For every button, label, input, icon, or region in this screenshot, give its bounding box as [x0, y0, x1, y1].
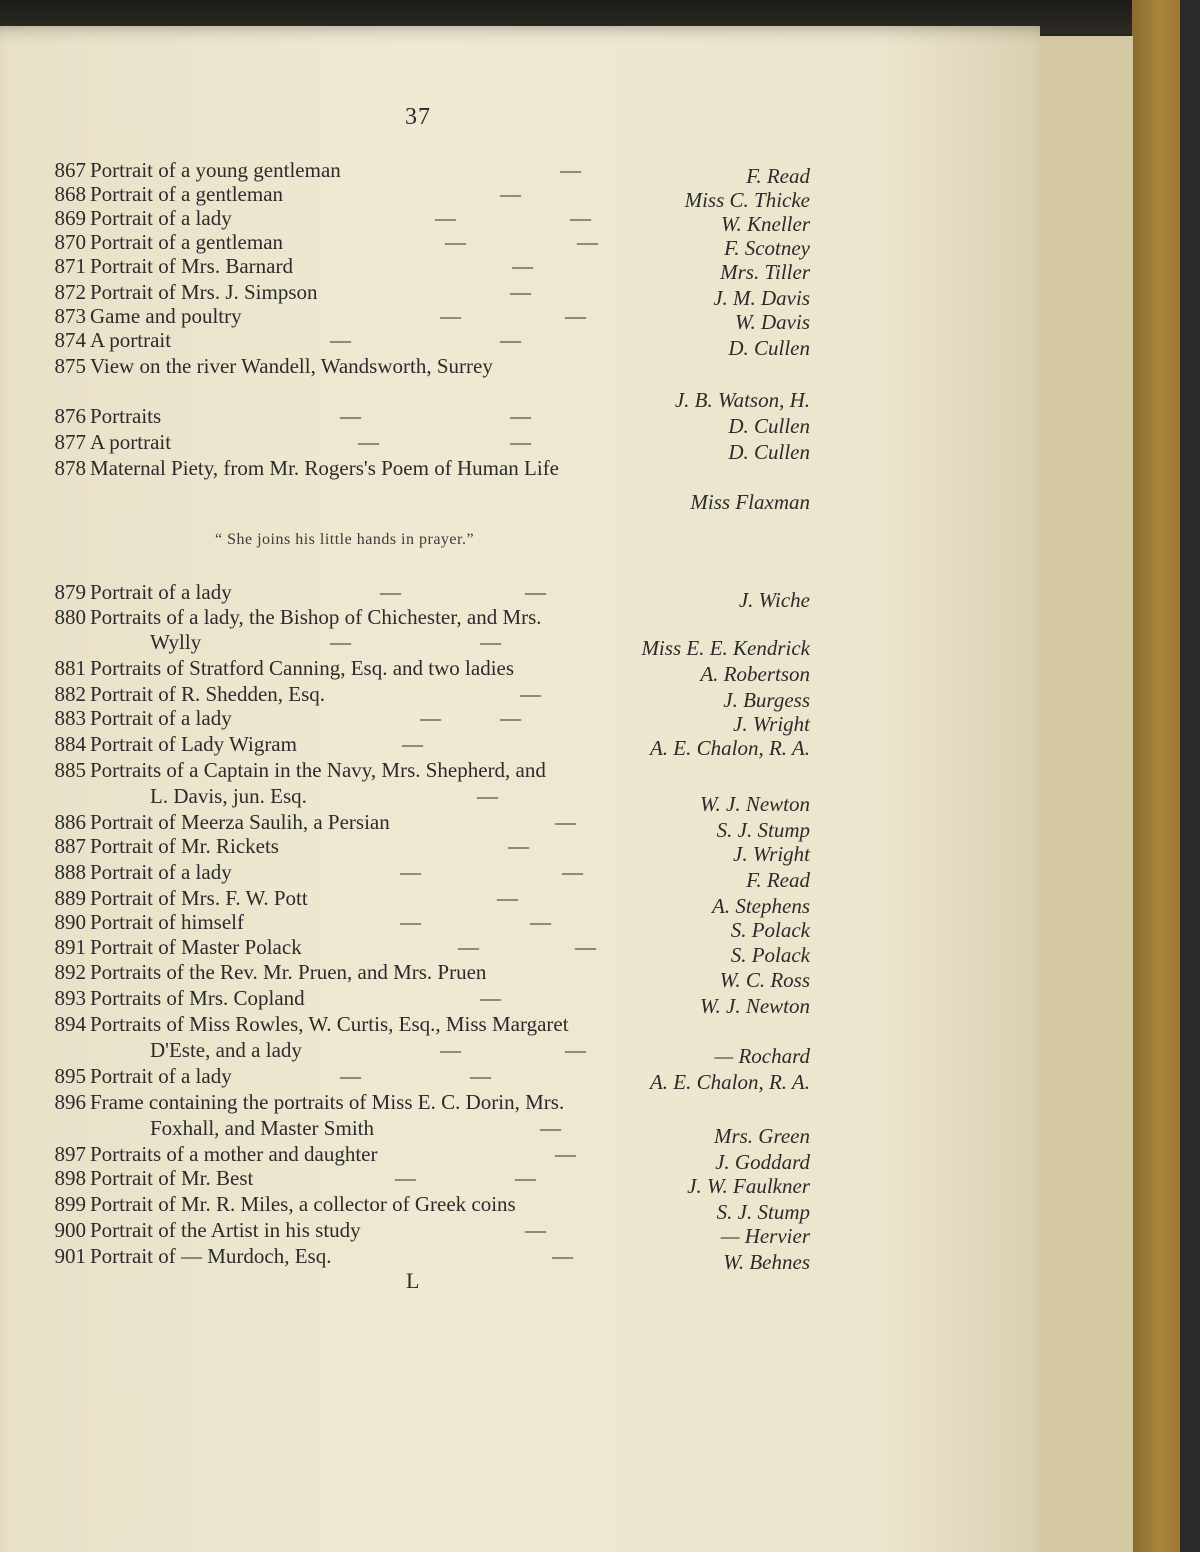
- dash-leader: —: [340, 1064, 361, 1088]
- catalogue-entry: [40, 456, 810, 482]
- entry-artist: J. Burgess: [723, 688, 810, 712]
- entry-number: 871: [54, 254, 86, 278]
- entry-number: 868: [54, 182, 86, 206]
- catalogue-entry: [40, 810, 810, 842]
- entry-artist: W. Kneller: [720, 212, 810, 236]
- entry-artist: J. W. Faulkner: [687, 1174, 810, 1198]
- dash-leader: —: [340, 404, 361, 428]
- entry-title: Portraits of Mrs. Copland: [90, 986, 305, 1010]
- dash-leader: —: [565, 1038, 586, 1062]
- dash-leader: —: [555, 1142, 576, 1166]
- entry-title: Portrait of a young gentleman: [90, 158, 341, 182]
- entry-number: 898: [54, 1166, 86, 1190]
- entry-number: 892: [54, 960, 86, 984]
- entry-title: Portrait of Meerza Saulih, a Persian: [90, 810, 390, 834]
- entry-artist: A. E. Chalon, R. A.: [649, 736, 810, 760]
- entry-title: Portrait of Mr. Best: [90, 1166, 254, 1190]
- catalogue-entry: [40, 158, 810, 188]
- dash-leader: —: [500, 328, 521, 352]
- entry-artist: W. Davis: [734, 310, 810, 334]
- entry-number: 886: [54, 810, 86, 834]
- entry-title: Portrait of Mrs. F. W. Pott: [90, 886, 308, 910]
- entry-number: 888: [54, 860, 86, 884]
- entry-artist: J. M. Davis: [713, 286, 810, 310]
- catalogue-entry-continued: [40, 1116, 810, 1148]
- catalogue-entry: [40, 206, 810, 236]
- catalogue-entry: [40, 986, 810, 1018]
- entry-title: Portrait of R. Shedden, Esq.: [90, 682, 326, 706]
- entry-number: 890: [54, 910, 86, 934]
- dash-leader: —: [445, 230, 466, 254]
- entry-artist: — Rochard: [714, 1044, 810, 1068]
- catalogue-entry: [40, 886, 810, 918]
- entry-title: Game and poultry: [90, 304, 242, 328]
- dash-leader: —: [435, 206, 456, 230]
- entry-title: Portraits of a lady, the Bishop of Chichester, and Mrs.: [90, 605, 542, 629]
- catalogue-entry: [40, 935, 810, 967]
- entry-title: Portrait of Mrs. J. Simpson: [90, 280, 318, 304]
- entry-artist: A. Stephens: [712, 894, 810, 918]
- entry-artist: J. Wright: [733, 712, 810, 736]
- entry-artist: J. B. Watson, H.: [674, 388, 810, 412]
- dash-leader: —: [380, 580, 401, 604]
- entry-title: Portrait of Mr. R. Miles, a collector of Greek coins: [90, 1192, 516, 1216]
- entry-title: Portrait of — Murdoch, Esq.: [90, 1244, 332, 1268]
- catalogue-entry: [40, 732, 810, 758]
- dash-leader: —: [500, 182, 521, 206]
- dash-leader: —: [330, 328, 351, 352]
- entry-title: Portrait of the Artist in his study: [90, 1218, 361, 1242]
- entry-number: 876: [54, 404, 86, 428]
- entry-number: 873: [54, 304, 86, 328]
- catalogue-entry: [40, 656, 810, 686]
- dash-leader: —: [540, 1116, 561, 1140]
- catalogue-entry: [40, 254, 810, 284]
- entry-artist: J. Wiche: [738, 588, 810, 612]
- dash-leader: —: [420, 706, 441, 730]
- dash-leader: —: [565, 304, 586, 328]
- entry-title-continued: Wylly: [150, 630, 202, 654]
- entry-artist: — Hervier: [720, 1224, 810, 1248]
- catalogue-entry: [40, 1166, 810, 1198]
- entry-number: 887: [54, 834, 86, 858]
- catalogue-entry: [40, 354, 810, 380]
- entry-title: Portraits of Stratford Canning, Esq. and two ladies: [90, 656, 515, 680]
- catalogue-entry: [40, 1192, 810, 1224]
- catalogue-entry: [40, 430, 810, 464]
- entry-number: 879: [54, 580, 86, 604]
- entry-number: 897: [54, 1142, 86, 1166]
- catalogue-entry-continued: [40, 1038, 810, 1068]
- entry-title: Portrait of a lady: [90, 860, 232, 884]
- dash-leader: —: [330, 630, 351, 654]
- dash-leader: —: [525, 580, 546, 604]
- catalogue-entry: [40, 605, 810, 631]
- dash-leader: —: [480, 630, 501, 654]
- catalogue-entry: [40, 960, 810, 992]
- entry-title: A portrait: [90, 430, 172, 454]
- entry-number: 880: [54, 605, 86, 629]
- catalogue-entry-continued: [40, 784, 810, 816]
- entry-title: Portrait of a lady: [90, 706, 232, 730]
- entry-title: Portraits of a Captain in the Navy, Mrs. Shepherd, and: [90, 758, 546, 782]
- entry-artist: F. Read: [746, 868, 810, 892]
- catalogue-entry: [40, 1012, 810, 1038]
- dash-leader: —: [577, 230, 598, 254]
- dash-leader: —: [510, 430, 531, 454]
- catalogue-entry: [40, 580, 810, 612]
- dash-leader: —: [477, 784, 498, 808]
- catalogue-entry: [40, 328, 810, 360]
- entry-artist: J. Wright: [733, 842, 810, 866]
- entry-title: Portrait of a lady: [90, 580, 232, 604]
- page-number: 37: [405, 104, 431, 130]
- entry-number: 881: [54, 656, 86, 680]
- dash-leader: —: [512, 254, 533, 278]
- dash-leader: —: [570, 206, 591, 230]
- entry-artist: D. Cullen: [728, 414, 810, 438]
- entry-artist: Miss C. Thicke: [684, 188, 810, 212]
- catalogue-entry: [40, 1064, 810, 1094]
- entry-artist: D. Cullen: [728, 440, 810, 464]
- dash-leader: —: [510, 404, 531, 428]
- entry-number: 889: [54, 886, 86, 910]
- entry-title: Portrait of Master Polack: [90, 935, 302, 959]
- page-edges: [1032, 36, 1133, 1552]
- entry-number: 894: [54, 1012, 86, 1036]
- entry-artist: D. Cullen: [728, 336, 810, 360]
- entry-title: Portrait of Lady Wigram: [90, 732, 297, 756]
- catalogue-entry: [40, 682, 810, 712]
- entry-number: 882: [54, 682, 86, 706]
- catalogue-entry: [40, 910, 810, 942]
- dash-leader: —: [510, 280, 531, 304]
- catalogue-entry: [40, 706, 810, 736]
- entry-artist: S. J. Stump: [716, 1200, 810, 1224]
- entry-title: Portrait of Mrs. Barnard: [90, 254, 293, 278]
- dash-leader: —: [402, 732, 423, 756]
- catalogue-entry: [40, 304, 810, 334]
- entry-artist: F. Scotney: [724, 236, 810, 260]
- entry-artist: W. C. Ross: [719, 968, 810, 992]
- entry-number: 896: [54, 1090, 86, 1114]
- entry-artist: S. J. Stump: [716, 818, 810, 842]
- entry-title-continued: D'Este, and a lady: [150, 1038, 302, 1062]
- catalogue-entry-continued: [40, 630, 810, 660]
- dash-leader: —: [458, 935, 479, 959]
- entry-number: 893: [54, 986, 86, 1010]
- dash-leader: —: [480, 986, 501, 1010]
- entry-artist: W. J. Newton: [699, 792, 810, 816]
- entry-title: A portrait: [90, 328, 172, 352]
- entry-number: 875: [54, 354, 86, 378]
- catalogue-entry: [40, 280, 810, 310]
- entry-number: 885: [54, 758, 86, 782]
- entry-artist: J. Goddard: [715, 1150, 810, 1174]
- entry-title: Portrait of a gentleman: [90, 182, 284, 206]
- dash-leader: —: [440, 304, 461, 328]
- entry-number: 884: [54, 732, 86, 756]
- entry-artist: A. Robertson: [700, 662, 810, 686]
- signature-mark: L: [406, 1268, 420, 1293]
- entry-artist: Miss Flaxman: [690, 490, 810, 514]
- entry-number: 869: [54, 206, 86, 230]
- dash-leader: —: [515, 1166, 536, 1190]
- entry-number: 900: [54, 1218, 86, 1242]
- entry-title: Portrait of a lady: [90, 1064, 232, 1088]
- dash-leader: —: [560, 158, 581, 182]
- catalogue-entry: [40, 182, 810, 212]
- dash-leader: —: [525, 1218, 546, 1242]
- catalogue-entry: [40, 230, 810, 260]
- entry-title: Portrait of himself: [90, 910, 244, 934]
- entry-artist: W. J. Newton: [699, 994, 810, 1018]
- dash-leader: —: [530, 910, 551, 934]
- entry-artist: S. Polack: [730, 943, 810, 967]
- entry-number: 895: [54, 1064, 86, 1088]
- artist-line: [40, 490, 810, 516]
- catalogue-entry: [40, 1090, 810, 1116]
- catalogue-entry: [40, 1218, 810, 1248]
- entry-artist: S. Polack: [730, 918, 810, 942]
- dash-leader: —: [400, 860, 421, 884]
- dash-leader: —: [395, 1166, 416, 1190]
- entry-title: Portraits of Miss Rowles, W. Curtis, Esq., Miss Margaret: [90, 1012, 569, 1036]
- catalogue-entry: [40, 1142, 810, 1174]
- entry-number: 870: [54, 230, 86, 254]
- scan-edge: [1180, 0, 1200, 1552]
- entry-number: 883: [54, 706, 86, 730]
- catalogue-entry: [40, 758, 810, 784]
- dash-leader: —: [520, 682, 541, 706]
- dash-leader: —: [500, 706, 521, 730]
- catalogue-entry: [40, 860, 810, 892]
- entry-number: 867: [54, 158, 86, 182]
- entry-title-continued: L. Davis, jun. Esq.: [150, 784, 307, 808]
- entry-title: Portraits of a mother and daughter: [90, 1142, 378, 1166]
- entry-title: Portrait of a lady: [90, 206, 232, 230]
- entry-title: Maternal Piety, from Mr. Rogers's Poem of Human Life: [90, 456, 560, 480]
- entry-number: 874: [54, 328, 86, 352]
- entry-number: 901: [54, 1244, 86, 1268]
- dash-leader: —: [497, 886, 518, 910]
- entry-title: Portrait of a gentleman: [90, 230, 284, 254]
- dash-leader: —: [575, 935, 596, 959]
- quote: “ She joins his little hands in prayer.”: [215, 531, 475, 548]
- entry-artist: Mrs. Green: [713, 1124, 810, 1148]
- entry-artist: A. E. Chalon, R. A.: [649, 1070, 810, 1094]
- dash-leader: —: [358, 430, 379, 454]
- dash-leader: —: [562, 860, 583, 884]
- dash-leader: —: [508, 834, 529, 858]
- entry-artist: Miss E. E. Kendrick: [641, 636, 810, 660]
- dash-leader: —: [400, 910, 421, 934]
- entry-title: Portrait of Mr. Rickets: [90, 834, 279, 858]
- dash-leader: —: [552, 1244, 573, 1268]
- dash-leader: —: [555, 810, 576, 834]
- entry-title: Portraits of the Rev. Mr. Pruen, and Mrs. Pruen: [90, 960, 487, 984]
- entry-title: View on the river Wandell, Wandsworth, Surrey: [90, 354, 493, 378]
- entry-number: 877: [54, 430, 86, 454]
- catalogue-entry: [40, 1244, 810, 1274]
- entry-number: 878: [54, 456, 86, 480]
- dash-leader: —: [440, 1038, 461, 1062]
- entry-title: Portraits: [90, 404, 162, 428]
- entry-number: 899: [54, 1192, 86, 1216]
- entry-artist: F. Read: [746, 164, 810, 188]
- entry-artist: Mrs. Tiller: [720, 260, 810, 284]
- entry-title-continued: Foxhall, and Master Smith: [150, 1116, 374, 1140]
- entry-title: Frame containing the portraits of Miss E. C. Dorin, Mrs.: [90, 1090, 565, 1114]
- entry-artist: W. Behnes: [723, 1250, 810, 1274]
- catalogue-entry: [40, 404, 810, 438]
- entry-number: 891: [54, 935, 86, 959]
- dash-leader: —: [470, 1064, 491, 1088]
- entry-number: 872: [54, 280, 86, 304]
- catalogue-entry: [40, 834, 810, 866]
